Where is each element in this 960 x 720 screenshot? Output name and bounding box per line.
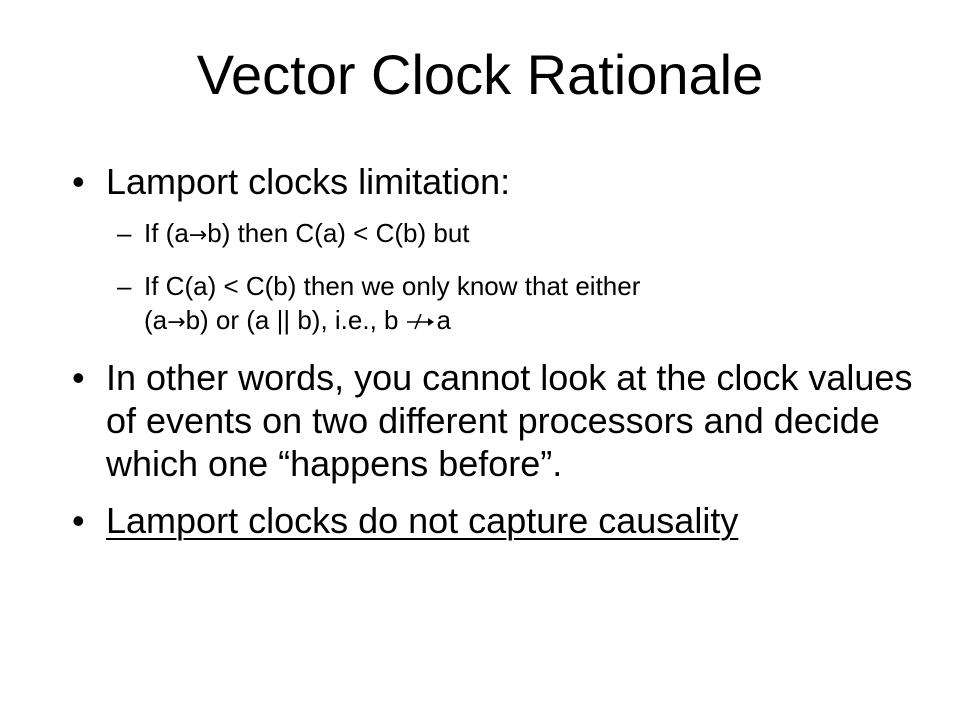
bullet-marker: • xyxy=(72,500,85,541)
bullet-in-other-words xyxy=(72,356,932,485)
bullet-list xyxy=(72,160,932,542)
sub-bullet-text-end: a xyxy=(436,305,451,335)
dash-marker: – xyxy=(117,271,132,301)
happens-before-arrow-icon: → xyxy=(167,310,186,335)
not-happens-before-arrow-icon xyxy=(404,311,434,331)
sub-bullet-text-middle: b) or (a || b), i.e., b xyxy=(185,305,399,335)
sub-bullet-converse xyxy=(117,269,932,340)
sub-bullet-implication xyxy=(117,216,932,253)
bullet-marker: • xyxy=(72,357,85,398)
bullet-text: Lamport clocks limitation: xyxy=(106,161,511,202)
happens-before-arrow-icon: → xyxy=(188,223,208,248)
slide-title: Vector Clock Rationale xyxy=(196,43,764,106)
dash-marker: – xyxy=(117,218,132,248)
bullet-text: In other words, you cannot look at the clock values of events on two different processors and decide which one “happens before”. xyxy=(106,357,913,484)
bullet-marker: • xyxy=(72,161,85,202)
sub-bullet-text-end: b) then C(a) < C(b) but xyxy=(207,218,470,248)
sub-bullet-line-1: If C(a) < C(b) then we only know that either xyxy=(144,271,641,301)
sub-bullet-list xyxy=(117,216,932,340)
sub-bullet-text-start: If (a xyxy=(144,218,189,248)
bullet-lamport-limitation xyxy=(72,160,932,203)
bullet-no-causality xyxy=(72,499,932,542)
sub-bullet-line-2 xyxy=(144,303,932,340)
sub-bullet-text-start: (a xyxy=(144,305,168,335)
bullet-text: Lamport clocks do not capture causality xyxy=(106,500,739,541)
